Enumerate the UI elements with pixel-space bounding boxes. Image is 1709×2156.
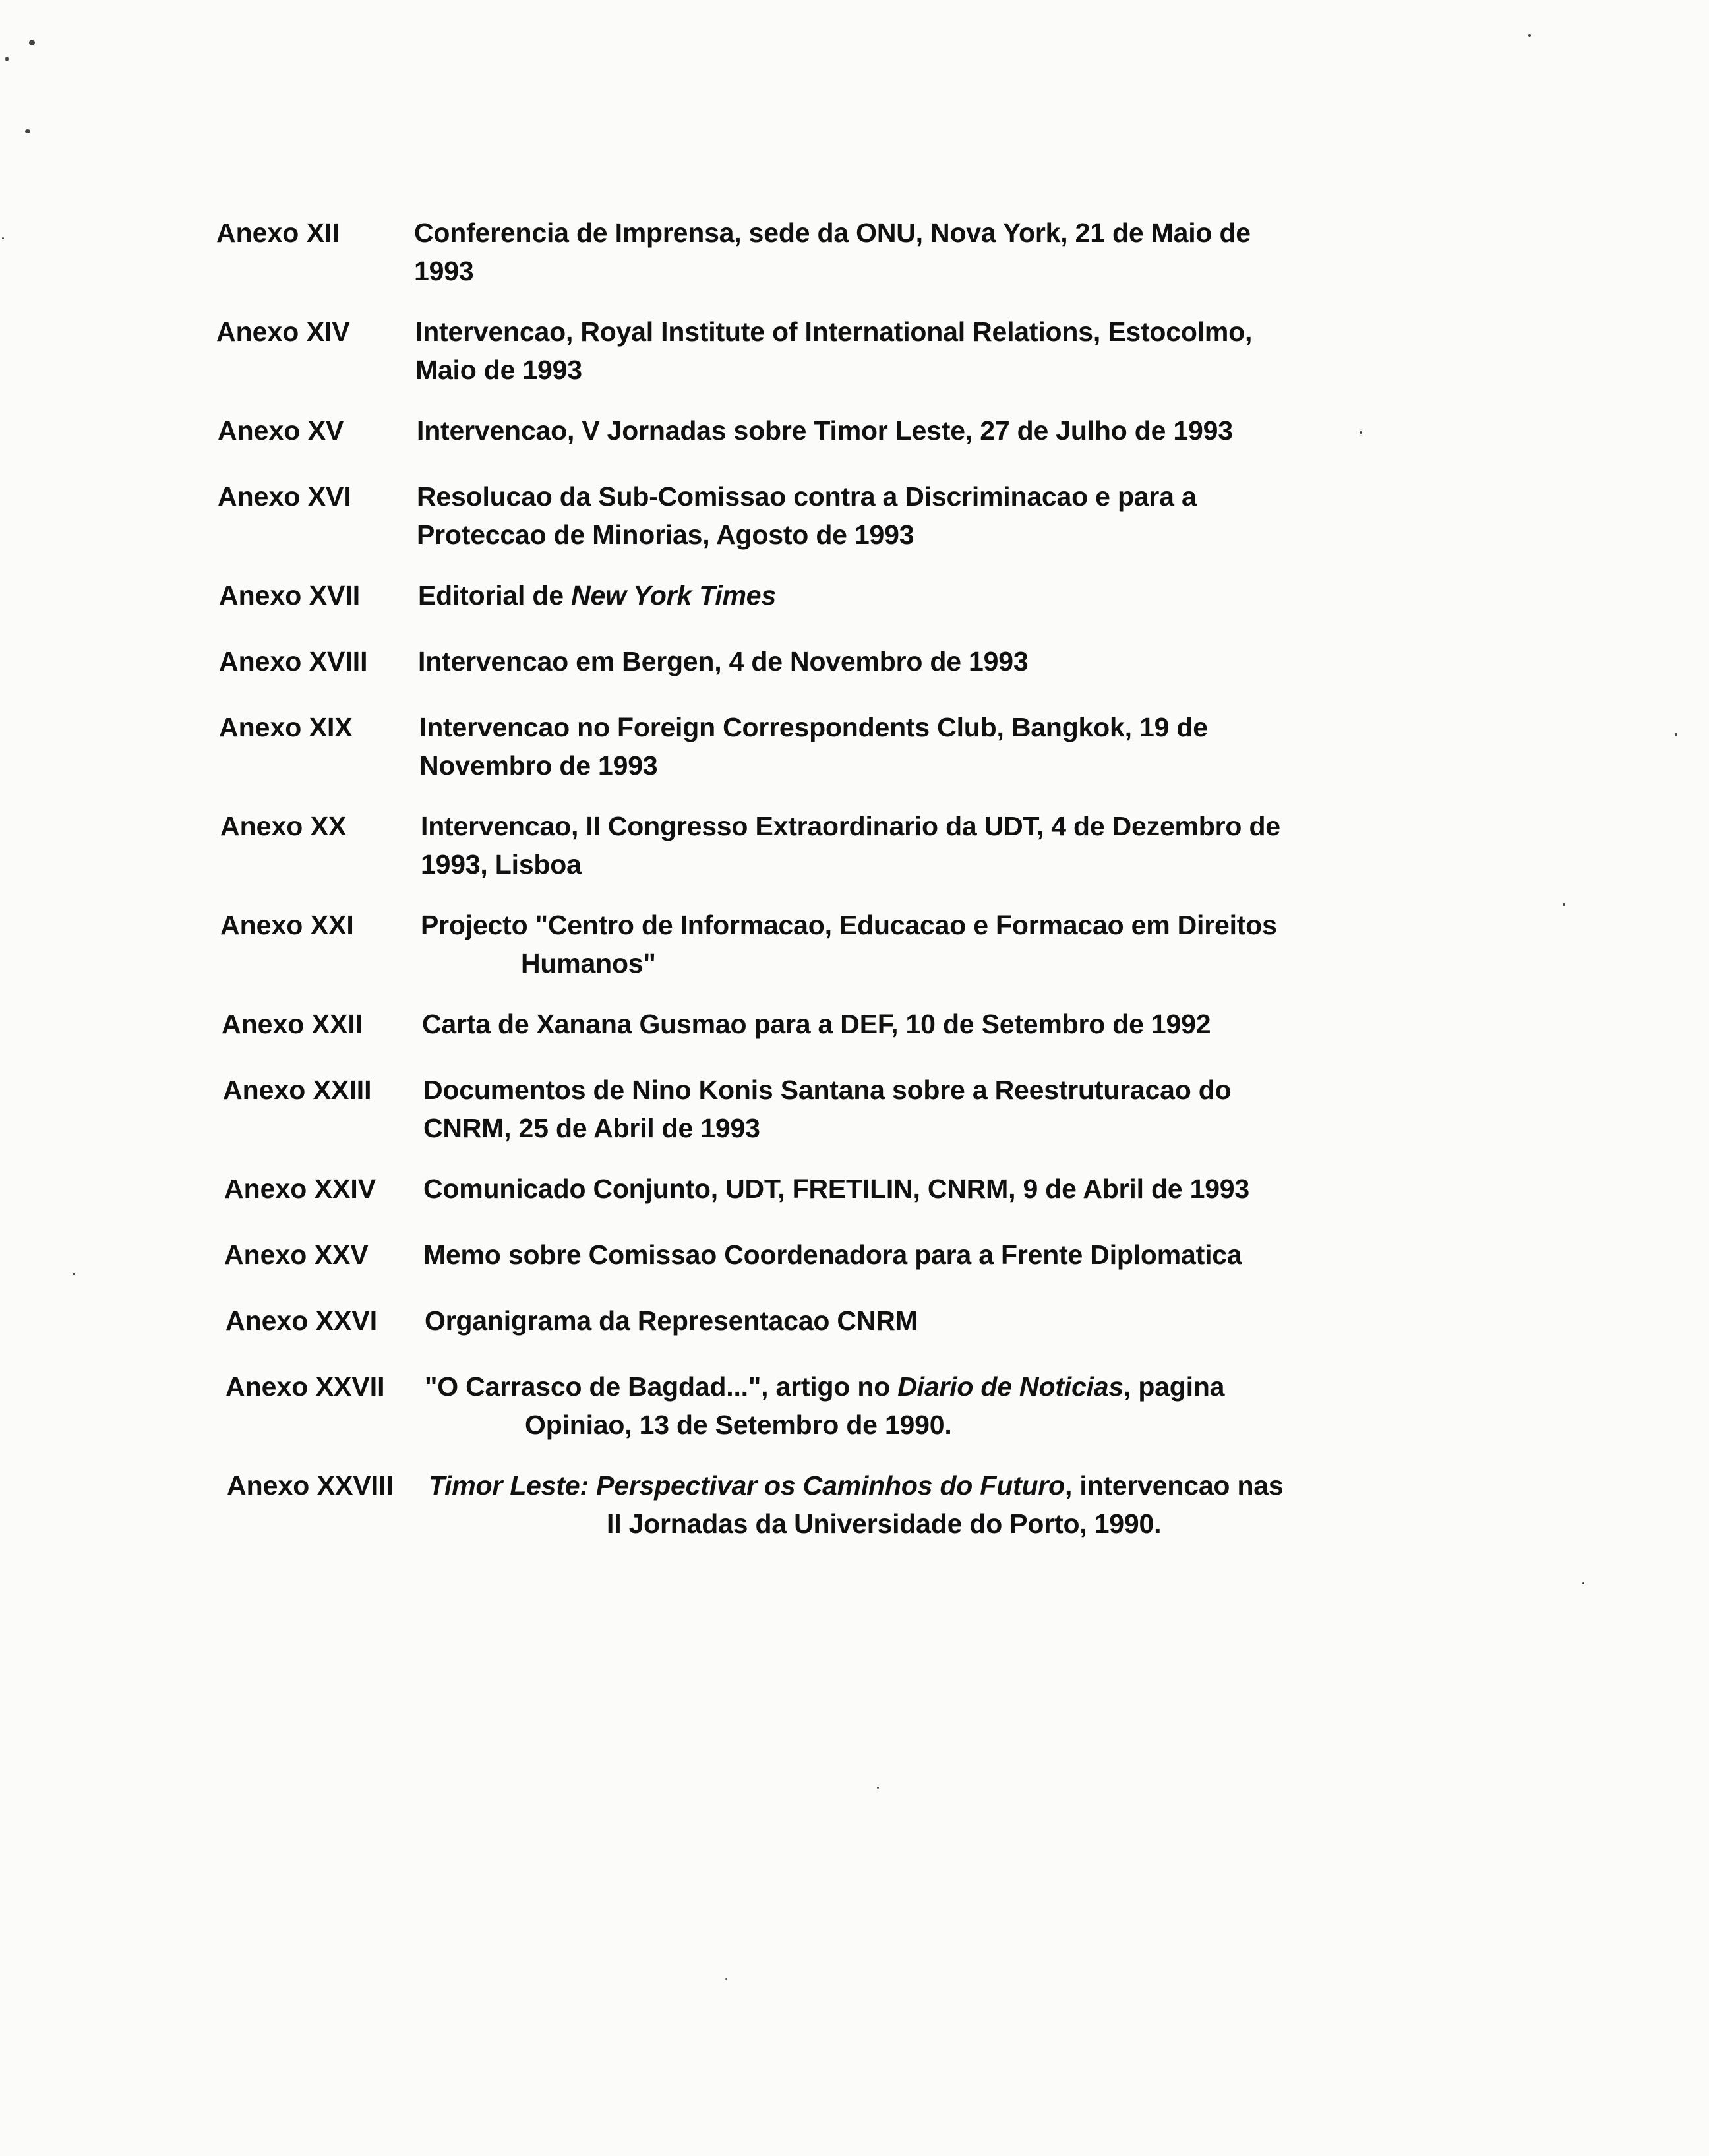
annex-label: Anexo XII — [216, 218, 340, 248]
annex-label: Anexo XXI — [220, 910, 354, 940]
annex-label: Anexo XXVI — [225, 1305, 378, 1336]
description-line — [429, 1466, 1365, 1505]
annex-description — [425, 1367, 1361, 1444]
description-line: Intervencao, II Congresso Extraordinario da UDT, 4 de Dezembro de — [421, 811, 1280, 841]
annex-label: Anexo XIX — [219, 712, 353, 742]
annex-label: Anexo XVII — [219, 580, 361, 611]
description-line: CNRM, 25 de Abril de 1993 — [423, 1113, 760, 1143]
annex-description — [414, 214, 1350, 290]
description-line: Humanos" — [521, 948, 656, 978]
description-line: Documentos de Nino Konis Santana sobre a Reestruturacao do — [423, 1075, 1232, 1105]
annex-description — [421, 906, 1357, 982]
annex-label: Anexo XXV — [224, 1240, 369, 1270]
description-line: Carta de Xanana Gusmao para a DEF, 10 de Setembro de 1992 — [422, 1009, 1211, 1039]
description-line: Conferencia de Imprensa, sede da ONU, Nova York, 21 de Maio de — [414, 218, 1251, 248]
annex-label: Anexo XXVIII — [227, 1470, 394, 1501]
annex-description — [429, 1466, 1365, 1543]
annex-label: Anexo XXIV — [224, 1174, 376, 1204]
annex-label: Anexo XVIII — [219, 646, 368, 676]
annex-description — [419, 708, 1356, 785]
description-line: 1993 — [414, 256, 474, 286]
description-line: Intervencao, V Jornadas sobre Timor Leste, 27 de Julho de 1993 — [417, 415, 1233, 446]
description-line: Memo sobre Comissao Coordenadora para a Frente Diplomatica — [423, 1240, 1242, 1270]
annex-description — [415, 313, 1352, 389]
description-text: Editorial de — [418, 580, 572, 611]
description-line: Intervencao no Foreign Correspondents Club, Bangkok, 19 de — [419, 712, 1208, 742]
annex-label: Anexo XX — [220, 811, 347, 841]
annex-label: Anexo XVI — [218, 481, 351, 512]
description-line — [425, 1367, 1361, 1406]
description-text: , intervencao nas — [1064, 1470, 1284, 1501]
publication-title: Timor Leste: Perspectivar os Caminhos do Futuro — [429, 1470, 1065, 1501]
description-line: Maio de 1993 — [415, 355, 582, 385]
description-line: Intervencao, Royal Institute of International Relations, Estocolmo, — [415, 316, 1253, 347]
annex-label: Anexo XV — [218, 415, 344, 446]
annex-description — [425, 1302, 1361, 1340]
annex-description — [418, 576, 1354, 614]
description-line — [418, 576, 1354, 614]
description-line: Proteccao de Minorias, Agosto de 1993 — [417, 520, 914, 550]
annex-label: Anexo XXIII — [223, 1075, 372, 1105]
annex-label: Anexo XXII — [222, 1009, 363, 1039]
description-line: Projecto "Centro de Informacao, Educacao e Formacao em Direitos — [421, 910, 1277, 940]
description-text: "O Carrasco de Bagdad...", artigo no — [425, 1371, 898, 1402]
description-text: , pagina — [1123, 1371, 1225, 1402]
annex-label: Anexo XXVII — [225, 1371, 385, 1402]
description-line: Novembro de 1993 — [419, 750, 658, 781]
annex-label: Anexo XIV — [216, 316, 350, 347]
description-line: II Jornadas da Universidade do Porto, 1990. — [607, 1509, 1162, 1539]
annex-description — [423, 1071, 1360, 1147]
description-line: Opiniao, 13 de Setembro de 1990. — [525, 1410, 952, 1440]
annex-description — [421, 807, 1357, 883]
annex-description — [417, 477, 1353, 554]
publication-title: Diario de Noticias — [897, 1371, 1124, 1402]
annex-description — [417, 411, 1353, 450]
annex-description — [423, 1236, 1360, 1274]
annex-description — [423, 1170, 1360, 1208]
description-line: Comunicado Conjunto, UDT, FRETILIN, CNRM, 9 de Abril de 1993 — [423, 1174, 1249, 1204]
description-line: Resolucao da Sub-Comissao contra a Discriminacao e para a — [417, 481, 1197, 512]
description-line: 1993, Lisboa — [421, 849, 582, 880]
publication-title: New York Times — [571, 580, 776, 611]
description-line: Organigrama da Representacao CNRM — [425, 1305, 918, 1336]
annex-description — [422, 1005, 1358, 1043]
description-line: Intervencao em Bergen, 4 de Novembro de 1993 — [418, 646, 1029, 676]
annex-description — [418, 642, 1354, 680]
